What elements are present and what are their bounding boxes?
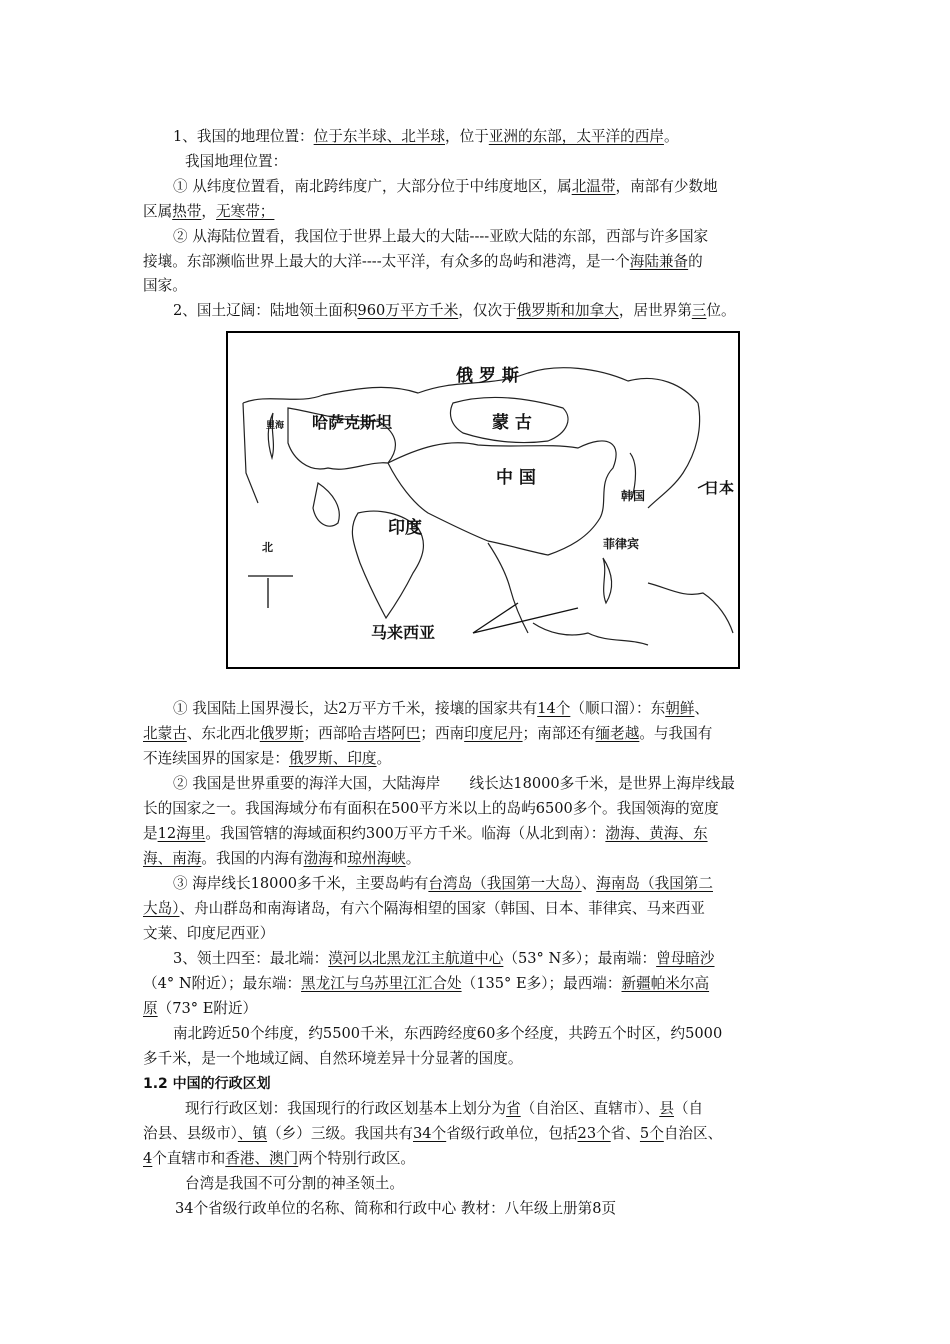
text: 两个特别行政区。 bbox=[298, 1150, 416, 1167]
map-drawing bbox=[228, 333, 738, 667]
text: 现行行政区划：我国现行的行政区划基本上划分为 bbox=[185, 1100, 507, 1117]
paragraph-latitude bbox=[173, 175, 853, 199]
paragraph-span bbox=[173, 1022, 853, 1046]
label-india: 印度 bbox=[388, 518, 422, 538]
underlined-text: 亚洲的东部，太平洋的西岸 bbox=[488, 128, 664, 145]
paragraph-sea-land bbox=[173, 225, 853, 249]
label-philippines: 菲律宾 bbox=[603, 537, 640, 551]
paragraph-sea-land-end bbox=[143, 274, 823, 298]
label-china: 中 国 bbox=[496, 468, 536, 488]
text: 、东北西北 bbox=[186, 725, 260, 742]
paragraph-borders bbox=[173, 697, 853, 721]
text: ；西部 bbox=[303, 725, 348, 742]
paragraph-borders-cont bbox=[143, 722, 823, 746]
underlined-text: 台湾岛（我国第一大岛） bbox=[428, 875, 582, 892]
underlined-text: 黑龙江与乌苏里江汇合处 bbox=[301, 975, 462, 992]
paragraph-coast bbox=[173, 772, 853, 796]
text: ，位于 bbox=[445, 128, 489, 145]
underlined-text: 俄罗斯、印度 bbox=[288, 750, 377, 767]
paragraph-subtitle bbox=[185, 150, 865, 174]
text: ， bbox=[201, 203, 217, 220]
text: 接壤。东部濒临世界上最大的大洋----太平洋，有众多的岛屿和港湾，是一个 bbox=[143, 253, 630, 270]
underlined-text: 哈吉塔阿巴 bbox=[347, 725, 421, 742]
label-north: 北 bbox=[262, 541, 273, 554]
text: 多千米，是一个地域辽阔、自然环境差异十分显著的国度。 bbox=[143, 1050, 523, 1067]
underlined-text: 俄罗斯和加拿大 bbox=[516, 302, 619, 319]
label-korea: 韩国 bbox=[621, 489, 646, 503]
text: 台湾是我国不可分割的神圣领土。 bbox=[185, 1175, 404, 1192]
label-japan: 日本 bbox=[704, 479, 735, 497]
text: （135° E多）；最西端： bbox=[461, 975, 622, 992]
underlined-text: 960万平方千米 bbox=[357, 302, 459, 319]
underlined-text: 省 bbox=[506, 1100, 521, 1117]
text: 个直辖市和 bbox=[152, 1150, 226, 1167]
text: 省级行政单位，包括 bbox=[446, 1125, 578, 1142]
paragraph-islands bbox=[173, 872, 853, 896]
underlined-text: 曾母暗沙 bbox=[656, 950, 715, 967]
text: 2、国土辽阔：陆地领土面积 bbox=[173, 302, 358, 319]
paragraph-islands-end bbox=[143, 922, 823, 946]
paragraph-textbook-ref bbox=[175, 1197, 855, 1221]
text: ；南部还有 bbox=[522, 725, 596, 742]
malaysia-pointer-1 bbox=[473, 603, 518, 633]
section-heading: 1.2 中国的行政区划 bbox=[143, 1076, 271, 1092]
text: 。 bbox=[405, 850, 421, 867]
underlined-text: 三 bbox=[691, 302, 707, 319]
text: 位。 bbox=[706, 302, 736, 319]
underlined-text: 、镇 bbox=[237, 1125, 268, 1142]
paragraph-location bbox=[173, 125, 853, 149]
japan-outline bbox=[648, 403, 700, 508]
underlined-text: 印度尼丹 bbox=[464, 725, 523, 742]
indonesia-outline bbox=[533, 623, 648, 645]
underlined-text: 县 bbox=[659, 1100, 674, 1117]
text: 是 bbox=[143, 825, 158, 842]
underlined-text: 北温带 bbox=[571, 178, 616, 195]
paragraph-latitude-cont bbox=[143, 200, 823, 224]
paragraph-coast-seas bbox=[143, 822, 823, 846]
text: 区属 bbox=[143, 203, 173, 220]
text: 的 bbox=[688, 253, 703, 270]
text: ① 从纬度位置看，南北跨纬度广，大部分位于中纬度地区，属 bbox=[173, 178, 572, 195]
underlined-text: 23个 bbox=[577, 1125, 611, 1142]
text: 。我国管辖的海域面积约300万平方千米。临海（从北到南）： bbox=[205, 825, 606, 842]
paragraph-admin-cont bbox=[143, 1122, 823, 1146]
underlined-text: 4 bbox=[143, 1150, 153, 1167]
text: （自 bbox=[673, 1100, 704, 1117]
underlined-text: 漠河以北黑龙江主航道中心 bbox=[328, 950, 504, 967]
text: 南北跨近50个纬度，约5500千米，东西跨经度60多个经度，共跨五个时区，约5000 bbox=[173, 1025, 723, 1042]
underlined-text: 34个 bbox=[413, 1125, 447, 1142]
label-kazakhstan: 哈萨克斯坦 bbox=[312, 413, 393, 432]
text: 和 bbox=[332, 850, 348, 867]
text: ；西南 bbox=[420, 725, 465, 742]
text: 我国地理位置： bbox=[185, 153, 288, 170]
caspian-sea bbox=[268, 413, 273, 458]
central-asia-outline bbox=[313, 483, 339, 526]
text: ② 我国是世界重要的海洋大国，大陆海岸 线长达18000多千米，是世界上海岸线最 bbox=[173, 775, 735, 792]
text: 3、领土四至：最北端： bbox=[173, 950, 329, 967]
text: 自治区、 bbox=[663, 1125, 723, 1142]
paragraph-span-cont bbox=[143, 1047, 823, 1071]
underlined-text: 大岛） bbox=[143, 900, 180, 917]
paragraph-borders-end bbox=[143, 747, 823, 771]
underlined-text: 14个 bbox=[537, 700, 571, 717]
underlined-text: 无寒带； bbox=[216, 203, 275, 220]
text: 国家。 bbox=[143, 277, 187, 294]
text: 不连续国界的国家是： bbox=[143, 750, 289, 767]
text: （4° N附近）；最东端： bbox=[143, 975, 302, 992]
text: 省、 bbox=[610, 1125, 640, 1142]
text: ① 我国陆上国界漫长，达2万平方千米，接壤的国家共有 bbox=[173, 700, 538, 717]
paragraph-admin-end bbox=[143, 1147, 823, 1171]
paragraph-extremes bbox=[173, 947, 853, 971]
label-caspian: 里海 bbox=[266, 421, 285, 431]
underlined-text: 位于东半球、北半球 bbox=[313, 128, 445, 145]
text: ② 从海陆位置看，我国位于世界上最大的大陆----亚欧大陆的东部，西部与许多国家 bbox=[173, 228, 709, 245]
text: 文莱、印度尼西亚） bbox=[143, 925, 275, 942]
underlined-text: 俄罗斯 bbox=[259, 725, 304, 742]
paragraph-islands-cont bbox=[143, 897, 823, 921]
underlined-text: 原 bbox=[143, 1000, 158, 1017]
underlined-text: 海南岛（我国第二 bbox=[596, 875, 713, 892]
text: ，仅次于 bbox=[458, 302, 517, 319]
underlined-text: 琼州海峡 bbox=[347, 850, 406, 867]
underlined-text: 热带 bbox=[172, 203, 202, 220]
text: 。我国的内海有 bbox=[201, 850, 304, 867]
text: ，居世界第 bbox=[618, 302, 692, 319]
underlined-text: 渤海、黄海、东 bbox=[605, 825, 708, 842]
text: （53° N多）；最南端： bbox=[503, 950, 657, 967]
text: ，南部有少数地 bbox=[615, 178, 718, 195]
paragraph-taiwan bbox=[185, 1172, 865, 1196]
paragraph-extremes-cont bbox=[143, 972, 823, 996]
underlined-text: 香港、澳门 bbox=[225, 1150, 299, 1167]
label-russia: 俄 罗 斯 bbox=[456, 366, 519, 386]
text: 长的国家之一。我国海域分布有面积在500平方米以上的岛屿6500多个。我国领海的宽度 bbox=[143, 800, 719, 817]
underlined-text: 渤海 bbox=[303, 850, 333, 867]
text: 34个省级行政单位的名称、简称和行政中心 教材：八年级上册第8页 bbox=[175, 1200, 617, 1217]
paragraph-coast-cont bbox=[143, 797, 823, 821]
philippines-outline bbox=[603, 558, 612, 603]
text: 。与我国有 bbox=[639, 725, 713, 742]
paragraph-area bbox=[173, 299, 853, 323]
label-malaysia: 马来西亚 bbox=[371, 623, 436, 642]
text: （73° E附近） bbox=[157, 1000, 258, 1017]
underlined-text: 朝鲜 bbox=[665, 700, 695, 717]
underlined-text: 新疆帕米尔高 bbox=[621, 975, 710, 992]
text: ③ 海岸线长18000多千米，主要岛屿有 bbox=[173, 875, 429, 892]
underlined-text: 缅老越 bbox=[595, 725, 640, 742]
paragraph-sea-land-cont bbox=[143, 250, 823, 274]
text: 。 bbox=[376, 750, 392, 767]
asia-map bbox=[226, 331, 740, 669]
paragraph-coast-inner bbox=[143, 847, 823, 871]
caspian-west bbox=[243, 403, 258, 503]
text: 、舟山群岛和南海诸岛，有六个隔海相望的国家（韩国、日本、菲律宾、马来西亚 bbox=[179, 900, 705, 917]
text: 1、我国的地理位置： bbox=[173, 128, 314, 145]
text: 治县、县级市） bbox=[143, 1125, 238, 1142]
paragraph-admin bbox=[185, 1097, 865, 1121]
underlined-text: 5个 bbox=[639, 1125, 664, 1142]
text: 、 bbox=[581, 875, 597, 892]
map-borders bbox=[243, 368, 733, 645]
text: 。 bbox=[663, 128, 679, 145]
text: （自治区、直辖市）、 bbox=[520, 1100, 660, 1117]
underlined-text: 海、南海 bbox=[143, 850, 202, 867]
underlined-text: 海陆兼备 bbox=[629, 253, 689, 270]
label-mongolia: 蒙 古 bbox=[492, 413, 532, 433]
text: （顺口溜）：东 bbox=[570, 700, 666, 717]
text: 、 bbox=[694, 700, 710, 717]
new-guinea-outline bbox=[648, 583, 733, 633]
underlined-text: 北蒙古 bbox=[143, 725, 187, 742]
paragraph-extremes-end bbox=[143, 997, 823, 1021]
underlined-text: 12海里 bbox=[157, 825, 206, 842]
text: （乡）三级。我国共有 bbox=[267, 1125, 414, 1142]
